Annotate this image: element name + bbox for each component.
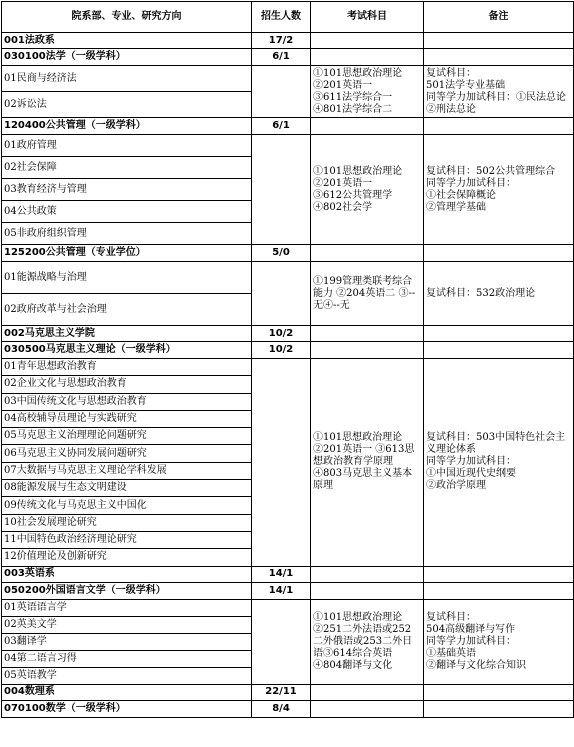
direction-name: 05马克思主义治理理论问题研究 xyxy=(2,428,252,445)
notes-cell xyxy=(424,700,574,717)
direction-name: 02企业文化与思想政治教育 xyxy=(2,376,252,393)
notes-cell xyxy=(424,118,574,135)
enrollment-count: 10/2 xyxy=(252,326,311,342)
table-row xyxy=(2,599,574,616)
direction-name: 04第二语言习得 xyxy=(2,650,252,667)
direction-name: 03中国传统文化与思想政治教育 xyxy=(2,393,252,410)
notes-cell xyxy=(424,245,574,262)
direction-name: 04公共政策 xyxy=(2,201,252,223)
enrollment-count xyxy=(252,359,311,567)
direction-name: 01民商与经济法 xyxy=(2,66,252,92)
dept-name: 002马克思主义学院 xyxy=(2,326,252,342)
notes-text: 复试科目：503中国特色社会主义理论体系 同等学力加试科目： ①中国近现代史纲要 ②政治学原理 xyxy=(424,359,574,567)
direction-name: 10社会发展理论研究 xyxy=(2,514,252,531)
notes-text: 复试科目： 501法学专业基础 同等学力加试科目：①民法总论②刑法总论 xyxy=(424,66,574,118)
exams-cell xyxy=(311,49,424,66)
exams-cell xyxy=(311,342,424,359)
exams-cell xyxy=(311,245,424,262)
exams-cell xyxy=(311,33,424,49)
notes-cell xyxy=(424,684,574,700)
direction-name: 01英语语言学 xyxy=(2,599,252,616)
major-row xyxy=(2,342,574,359)
major-row xyxy=(2,582,574,599)
dept-name: 004数理系 xyxy=(2,684,252,700)
exam-subjects: ①199管理类联考综合能力 ②204英语二 ③--无④--无 xyxy=(311,262,424,326)
table-row xyxy=(2,262,574,294)
table-body xyxy=(2,33,574,718)
exam-subjects: ①101思想政治理论 ②201英语一 ③612公共管理学 ④802社会学 xyxy=(311,135,424,245)
notes-cell xyxy=(424,49,574,66)
major-row xyxy=(2,700,574,717)
enrollment-count xyxy=(252,599,311,684)
enrollment-count: 17/2 xyxy=(252,33,311,49)
header-dept: 院系部、专业、研究方向 xyxy=(2,2,252,33)
direction-name: 03翻译学 xyxy=(2,633,252,650)
direction-name: 07大数据与马克思主义理论学科发展 xyxy=(2,462,252,479)
exam-subjects: ①101思想政治理论 ②251二外法语或252二外俄语或253二外日语③614综合英语 ④804翻译与文化 xyxy=(311,599,424,684)
major-name: 030500马克思主义理论（一级学科） xyxy=(2,342,252,359)
exams-cell xyxy=(311,566,424,582)
dept-name: 001法政系 xyxy=(2,33,252,49)
direction-name: 02社会保障 xyxy=(2,157,252,179)
notes-text: 复试科目： 504高级翻译与写作 同等学力加试科目： ①基础英语 ②翻译与文化综合知识 xyxy=(424,599,574,684)
exam-subjects: ①101思想政治理论 ②201英语一 ③611法学综合一 ④801法学综合二 xyxy=(311,66,424,118)
dept-row xyxy=(2,33,574,49)
dept-row xyxy=(2,326,574,342)
table-row xyxy=(2,359,574,376)
dept-row xyxy=(2,566,574,582)
enrollment-count: 22/11 xyxy=(252,684,311,700)
direction-name: 01政府管理 xyxy=(2,135,252,157)
enrollment-count: 14/1 xyxy=(252,566,311,582)
exams-cell xyxy=(311,582,424,599)
direction-name: 02英美文学 xyxy=(2,616,252,633)
notes-text: 复试科目：502公共管理综合 同等学力加试科目： ①社会保障概论 ②管理学基础 xyxy=(424,135,574,245)
notes-cell xyxy=(424,566,574,582)
major-name: 070100数学（一级学科） xyxy=(2,700,252,717)
direction-name: 06马克思主义协同发展问题研究 xyxy=(2,445,252,462)
exams-cell xyxy=(311,326,424,342)
table-row xyxy=(2,135,574,157)
enrollment-count: 5/0 xyxy=(252,245,311,262)
direction-name: 11中国特色政治经济理论研究 xyxy=(2,531,252,548)
major-name: 050200外国语言文学（一级学科） xyxy=(2,582,252,599)
direction-name: 05英语教学 xyxy=(2,667,252,684)
enrollment-count xyxy=(252,66,311,118)
major-row xyxy=(2,118,574,135)
direction-name: 01青年思想政治教育 xyxy=(2,359,252,376)
enrollment-count xyxy=(252,262,311,326)
notes-cell xyxy=(424,582,574,599)
major-row xyxy=(2,245,574,262)
dept-row xyxy=(2,684,574,700)
notes-cell xyxy=(424,33,574,49)
enrollment-count xyxy=(252,135,311,245)
enrollment-count: 6/1 xyxy=(252,49,311,66)
notes-text: 复试科目：532政治理论 xyxy=(424,262,574,326)
header-row xyxy=(2,2,574,33)
direction-name: 02政府改革与社会治理 xyxy=(2,294,252,326)
direction-name: 02诉讼法 xyxy=(2,92,252,118)
exams-cell xyxy=(311,684,424,700)
major-row xyxy=(2,49,574,66)
dept-name: 003英语系 xyxy=(2,566,252,582)
header-notes: 备注 xyxy=(424,2,574,33)
exams-cell xyxy=(311,118,424,135)
exam-subjects: ①101思想政治理论 ②201英语一 ③613思想政治教育学原理 ④803马克思主义基本原理 xyxy=(311,359,424,567)
direction-name: 08能源发展与生态文明建设 xyxy=(2,480,252,497)
direction-name: 12价值理论及创新研究 xyxy=(2,549,252,566)
direction-name: 04高校辅导员理论与实践研究 xyxy=(2,410,252,427)
admissions-table xyxy=(1,1,574,718)
major-name: 125200公共管理（专业学位） xyxy=(2,245,252,262)
major-name: 030100法学（一级学科） xyxy=(2,49,252,66)
header-exams: 考试科目 xyxy=(311,2,424,33)
direction-name: 03教育经济与管理 xyxy=(2,179,252,201)
exams-cell xyxy=(311,700,424,717)
direction-name: 05非政府组织管理 xyxy=(2,223,252,245)
direction-name: 01能源战略与治理 xyxy=(2,262,252,294)
enrollment-count: 14/1 xyxy=(252,582,311,599)
enrollment-count: 6/1 xyxy=(252,118,311,135)
major-name: 120400公共管理（一级学科） xyxy=(2,118,252,135)
notes-cell xyxy=(424,326,574,342)
table-row xyxy=(2,66,574,92)
header-enroll: 招生人数 xyxy=(252,2,311,33)
notes-cell xyxy=(424,342,574,359)
direction-name: 09传统文化与马克思主义中国化 xyxy=(2,497,252,514)
enrollment-count: 10/2 xyxy=(252,342,311,359)
enrollment-count: 8/4 xyxy=(252,700,311,717)
